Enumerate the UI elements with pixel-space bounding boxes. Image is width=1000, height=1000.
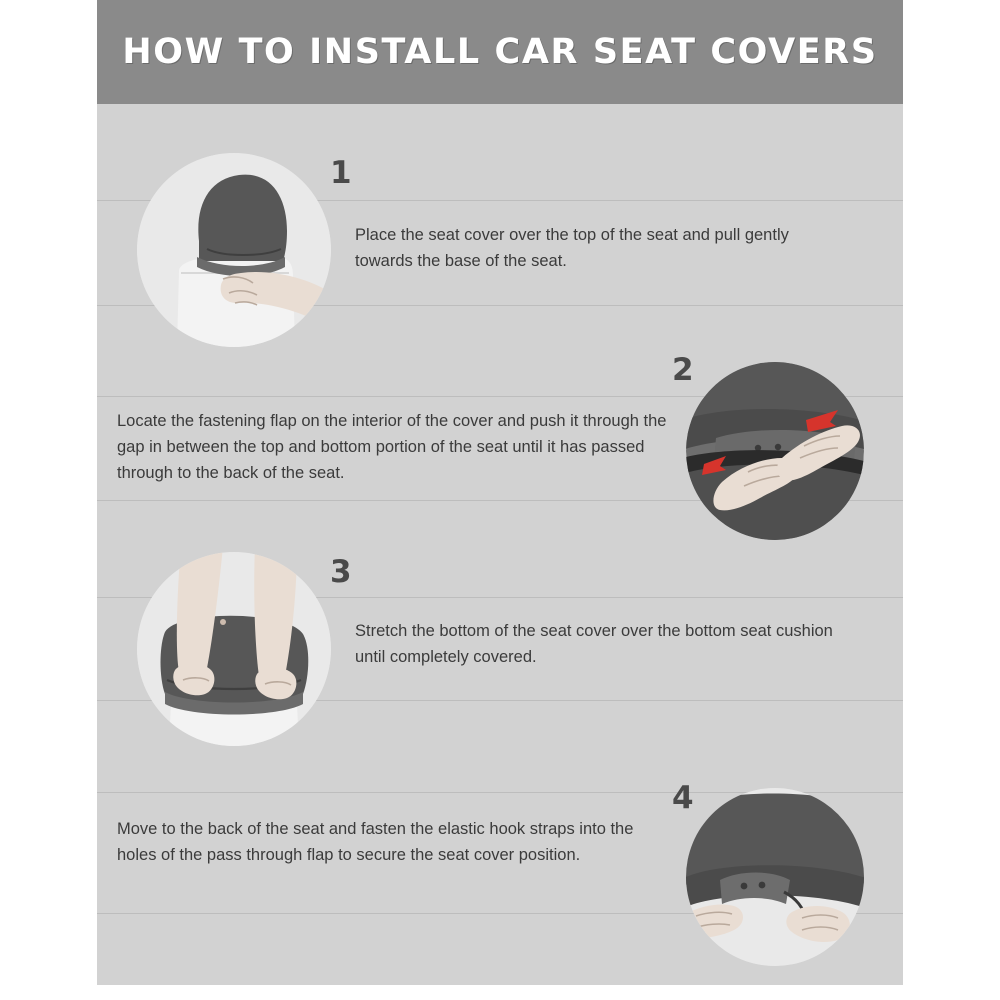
step-2-illustration-svg [686,362,864,540]
step-3-illustration-svg [137,552,331,746]
step-4-illustration-svg [686,788,864,966]
bottom-white-strip [97,985,903,1000]
step-4-number: 4 [672,780,694,816]
step-1-illustration [137,153,331,347]
poster-header [97,0,903,104]
page-title: HOW TO INSTALL CAR SEAT COVERS [122,32,878,72]
left-white-margin [0,0,97,1000]
step-4-text: Move to the back of the seat and fasten the elastic hook straps into the holes of the pass through flap to secure the seat cover position. [117,820,634,864]
step-1-illustration-svg [137,153,331,347]
step-1-number: 1 [330,155,352,191]
step-2-number: 2 [672,352,694,388]
step-3-text: Stretch the bottom of the seat cover over the bottom seat cushion until completely covered. [355,622,833,666]
step-3-number: 3 [330,554,352,590]
step-3-illustration [137,552,331,746]
step-2-illustration [686,362,864,540]
right-white-margin [903,0,1000,1000]
step-2-text: Locate the fastening flap on the interior of the cover and push it through the gap in between the top and bottom portion of the seat until it has passed through to the back of the seat. [117,412,667,482]
step-1-text: Place the seat cover over the top of the seat and pull gently towards the base of the seat. [355,226,789,270]
step-4-illustration [686,788,864,966]
